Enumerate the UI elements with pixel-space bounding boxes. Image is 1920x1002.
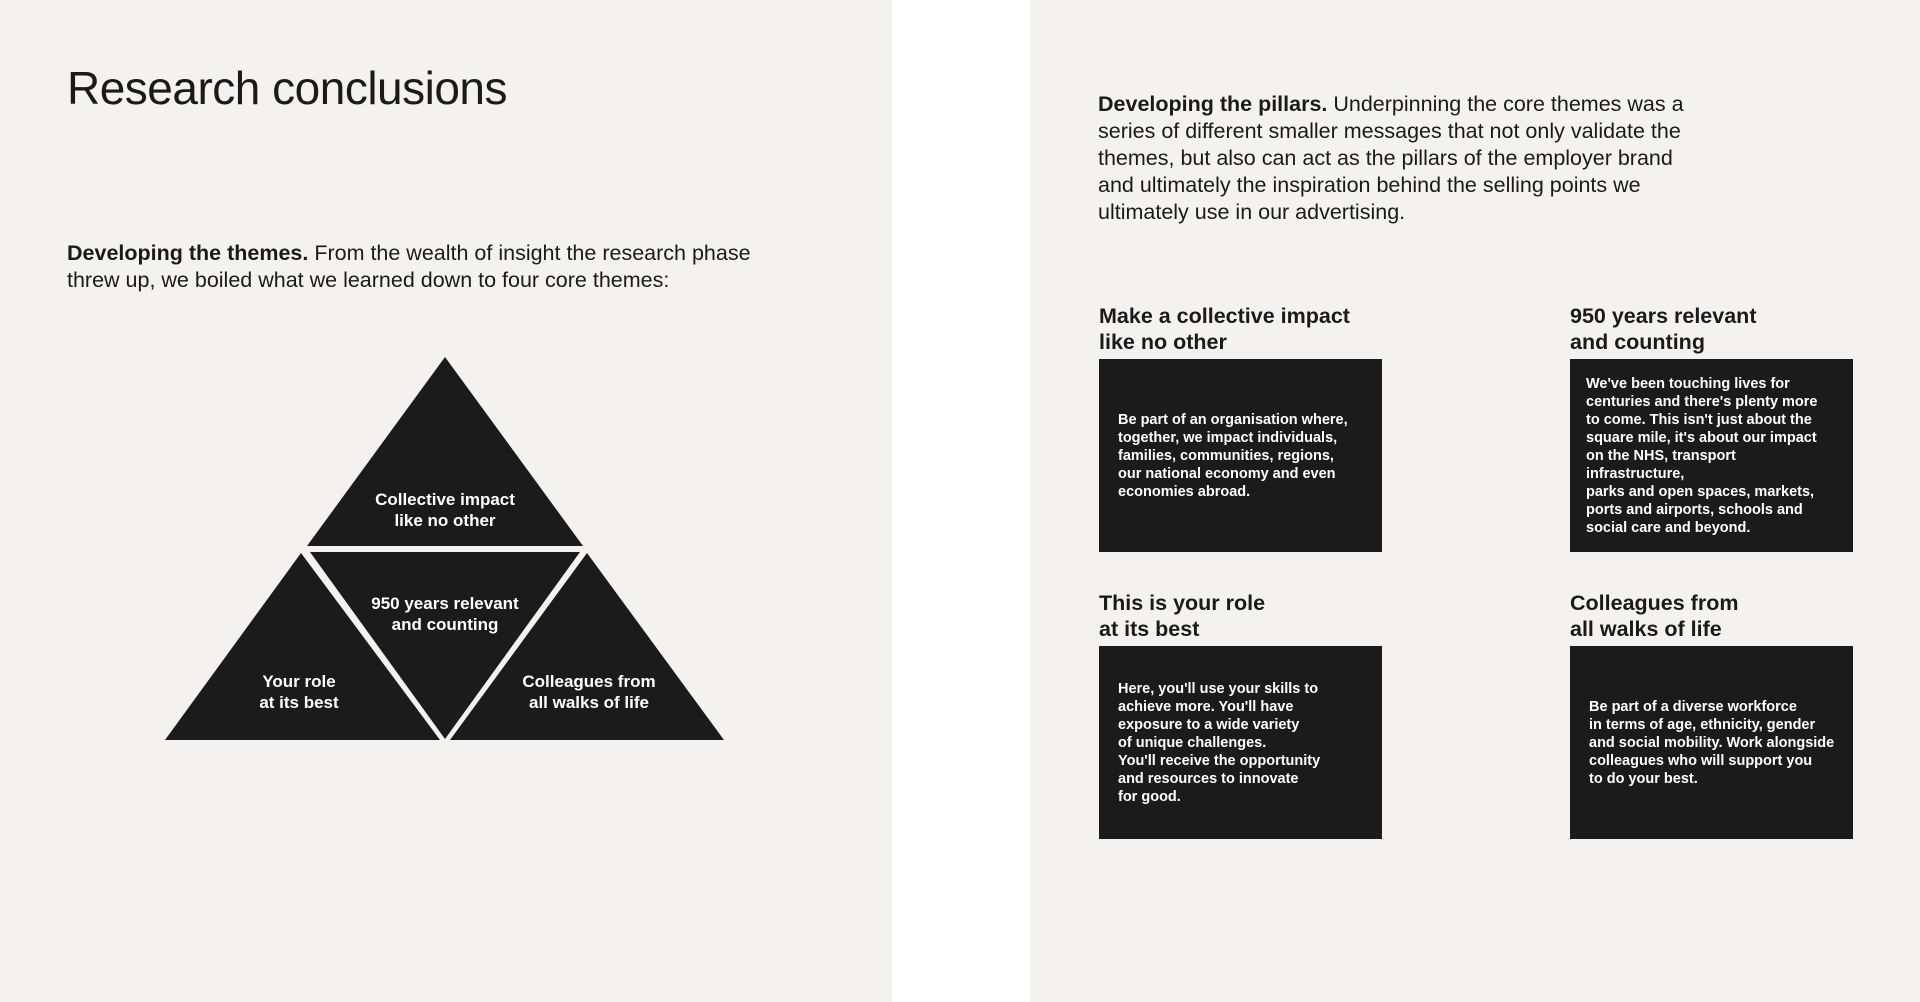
pillar-heading: This is your role at its best [1099,591,1266,641]
themes-intro-text: From the wealth of insight the research phase threw up, we boiled what we learned down to four core themes: [67,241,751,292]
left-page [0,0,892,1002]
pillar-card-your-role [1099,590,1382,839]
pillar-box [1570,646,1853,839]
pyramid-left-label-line-2: at its best [259,693,339,712]
pillar-heading: Colleagues from all walks of life [1570,591,1739,641]
pillar-text: Here, you'll use your skills to achieve more. You'll have exposure to a wide variety of unique challenges. You'll receive the opportunity and resources to innovate for good. [1118,680,1321,805]
pyramid-center-label-line-1: 950 years relevant [371,594,519,613]
pyramid-right-label-line-1: Colleagues from [522,672,656,691]
pillar-box [1099,359,1382,552]
pillar-text: Be part of an organisation where, together, we impact individuals, families, communities, regions, our national economy and even economies abroad. [1118,411,1348,500]
themes-intro-bold: Developing the themes. [67,241,309,265]
pillars-intro-text: Underpinning the core themes was a series of different smaller messages that not only validate the themes, but also can act as the pillars of the employer brand and ultimately the inspiration behind the selling points we ultimately use in our advertising. [1098,92,1684,224]
pillars-intro-bold: Developing the pillars. [1098,92,1328,116]
pyramid-top-label-line-2: like no other [394,511,496,530]
pyramid-right-label-line-2: all walks of life [529,693,649,712]
themes-pyramid [0,0,892,1002]
pyramid-top-label-line-1: Collective impact [375,490,515,509]
pillar-box [1570,359,1853,552]
pillar-heading: 950 years relevant and counting [1570,304,1757,354]
pyramid-left-label-line-1: Your role [262,672,336,691]
pillar-card-collective-impact [1099,303,1382,552]
pillar-card-950-years [1570,303,1853,552]
pillar-box [1099,646,1382,839]
pillar-card-colleagues [1570,590,1853,839]
page-title: Research conclusions [67,62,508,114]
pillars-intro [1098,91,1698,226]
pyramid-center-label-line-2: and counting [391,615,499,634]
pillar-text: We've been touching lives for centuries and there's plenty more to come. This isn't just about the square mile, it's about our impact on the NHS, transport infrastructure, parks and open spaces, markets, ports and airports, schools and social care and beyond. [1586,375,1818,536]
pillar-text: Be part of a diverse workforce in terms of age, ethnicity, gender and social mobility. Work alongside colleagues who will support you to do your best. [1589,698,1835,787]
right-page [1030,0,1920,1002]
pillar-heading: Make a collective impact like no other [1099,304,1350,354]
